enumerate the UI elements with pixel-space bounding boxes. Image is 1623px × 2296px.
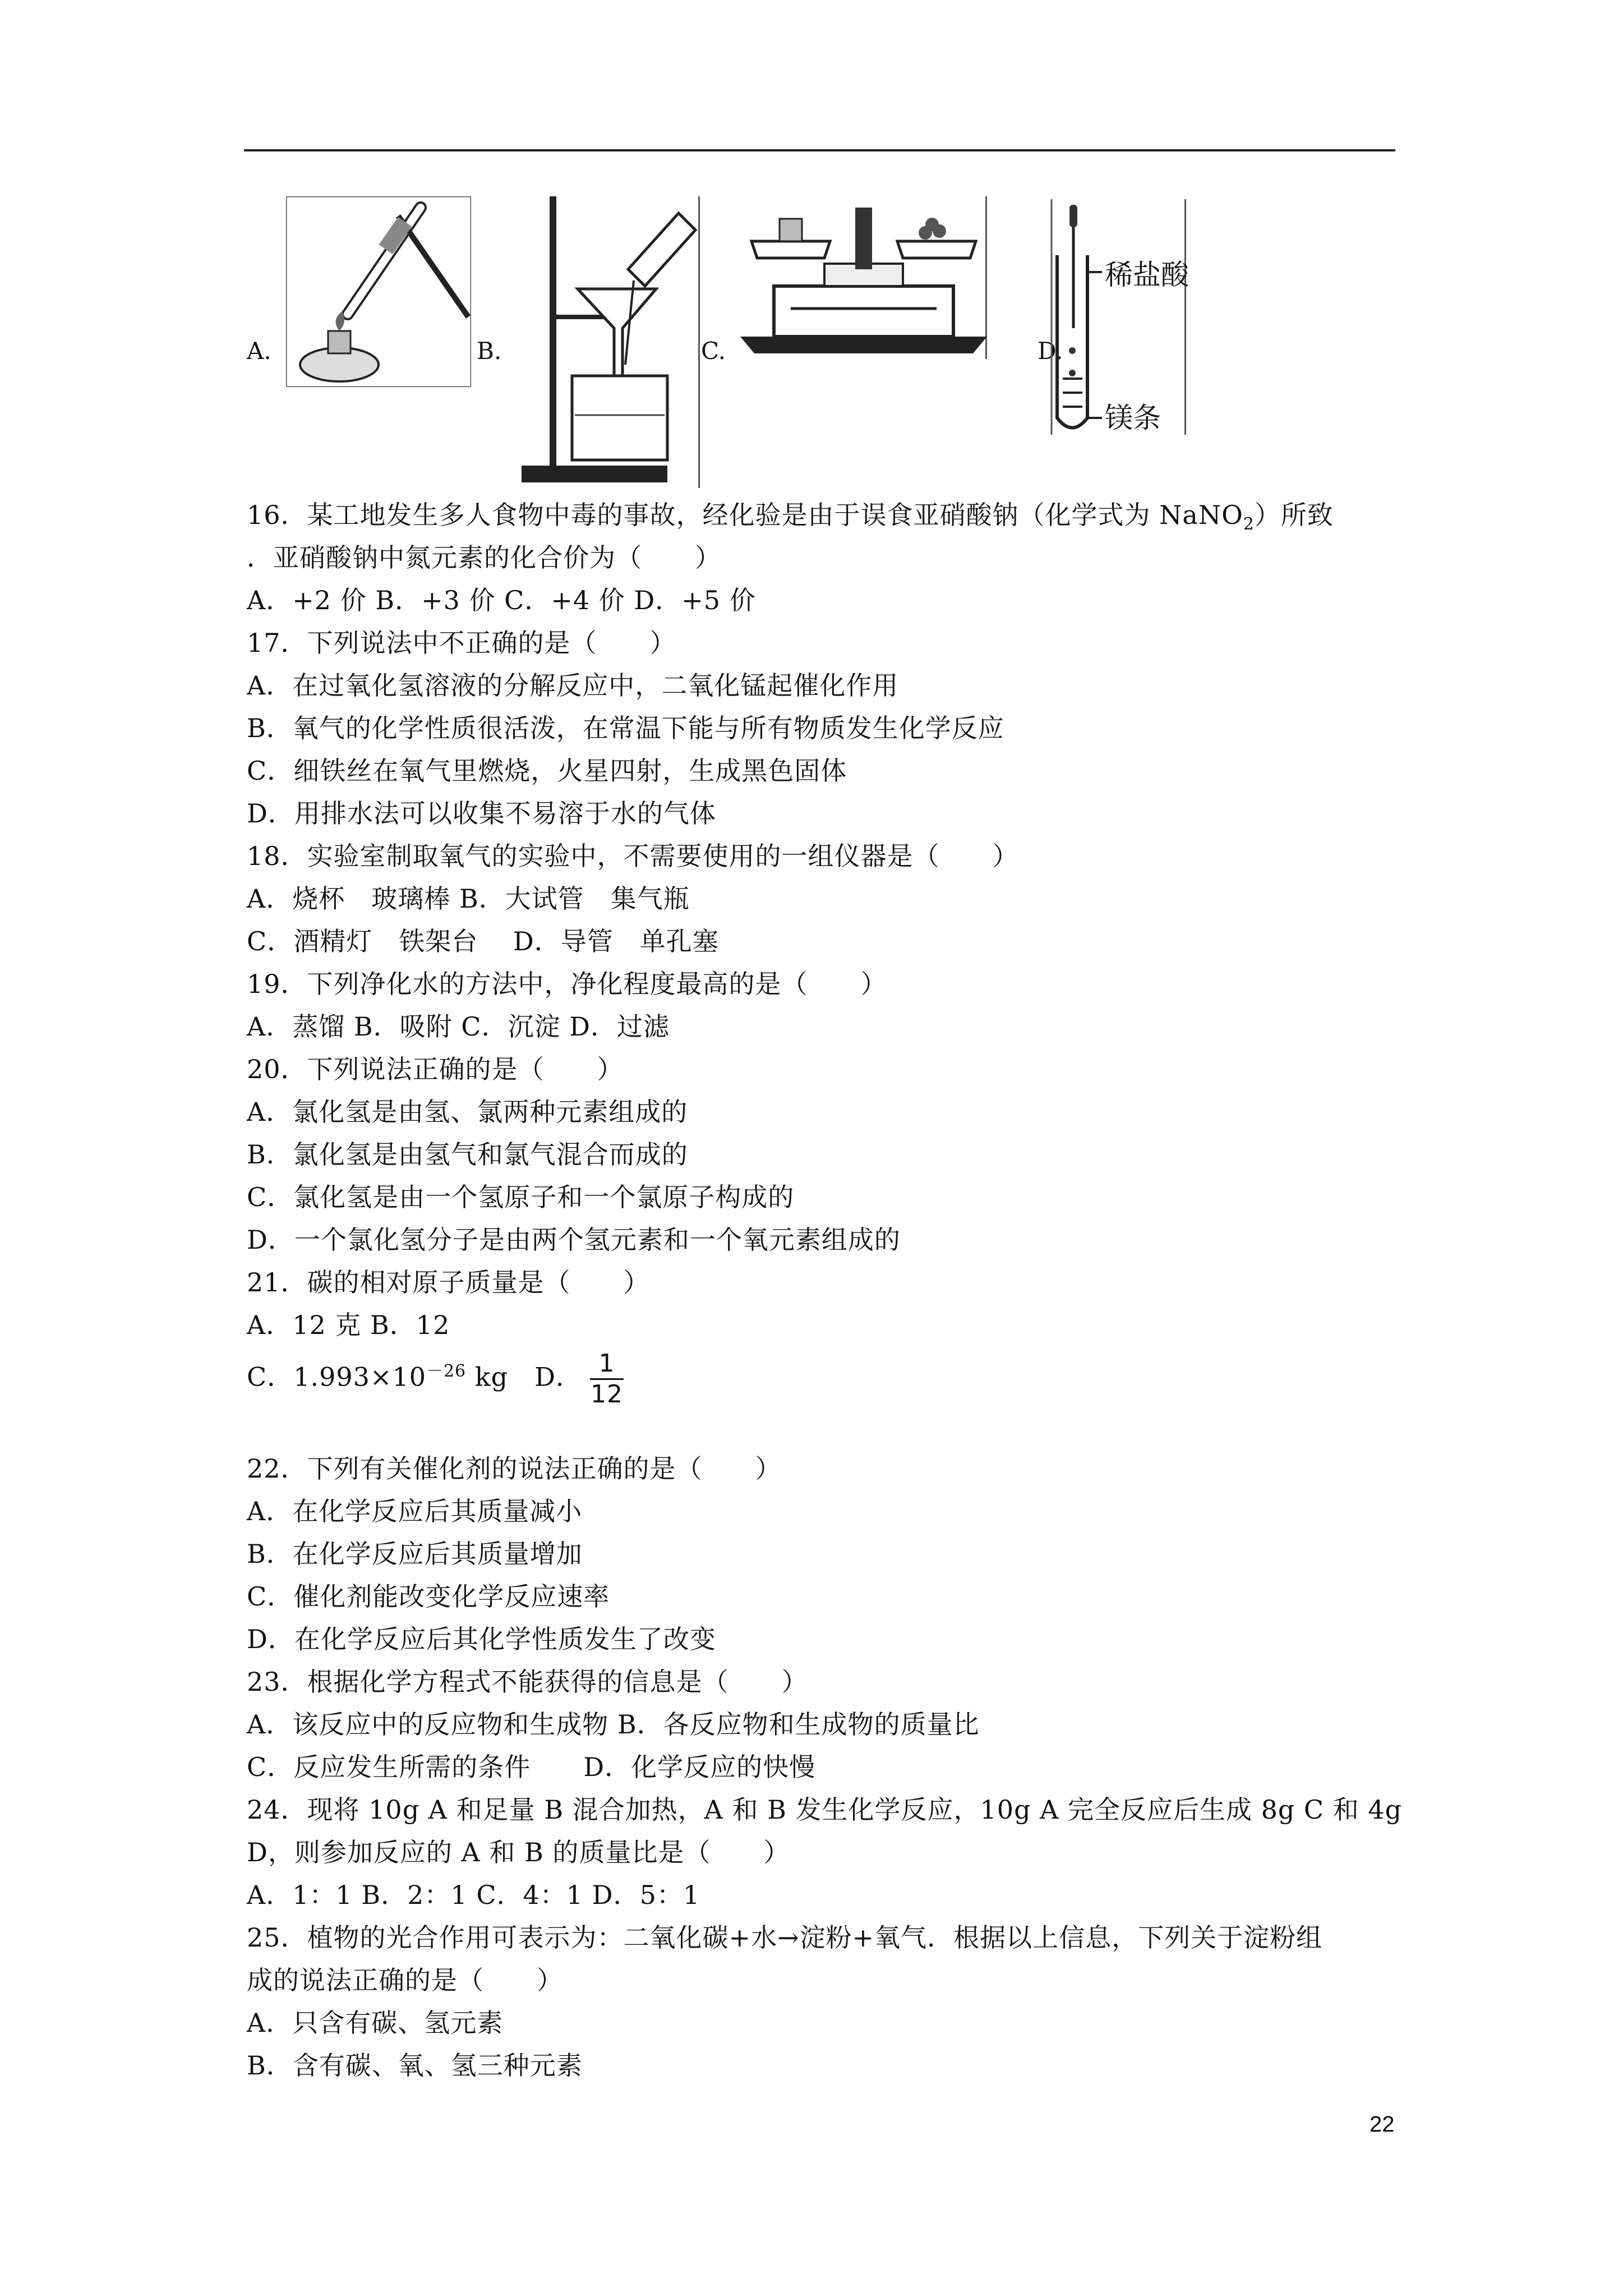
text-line: C．酒精灯 铁架台 D．导管 单孔塞 (247, 926, 719, 956)
option-c-label: C. (701, 337, 726, 365)
option-d-label: D. (1038, 337, 1063, 365)
text-line: 25．植物的光合作用可表示为：二氧化碳+水→淀粉+氧气．根据以上信息，下列关于淀粉组 (247, 1922, 1323, 1953)
text-line: A．氯化氢是由氢、氯两种元素组成的 (247, 1097, 688, 1127)
text-line: B．氧气的化学性质很活泼，在常温下能与所有物质发生化学反应 (247, 713, 1004, 743)
q21-option-c-d (247, 1349, 624, 1409)
q21-c-exponent: －26 (426, 1361, 467, 1382)
text-line: A．+2 价 B．+3 价 C．+4 价 D．+5 价 (247, 585, 756, 615)
text-line: ．亚硝酸钠中氮元素的化合价为（ ） (247, 542, 721, 573)
text-line: 21．碳的相对原子质量是（ ） (247, 1267, 650, 1297)
text-line: 18．实验室制取氧气的实验中，不需要使用的一组仪器是（ ） (247, 841, 1019, 871)
fraction-denominator: 12 (590, 1380, 623, 1409)
text-line: C．反应发生所需的条件 D．化学反应的快慢 (247, 1752, 816, 1782)
text-line: C．细铁丝在氧气里燃烧，火星四射，生成黑色固体 (247, 756, 847, 786)
label-dilute-hydrochloric-acid: 稀盐酸 (1105, 259, 1189, 291)
q21-c-unit: kg D． (466, 1361, 582, 1392)
text-line: A．该反应中的反应物和生成物 B．各反应物和生成物的质量比 (247, 1709, 980, 1740)
fraction-numerator: 1 (598, 1349, 615, 1378)
text-line: A．1：1 B．2：1 C．4：1 D．5：1 (247, 1880, 700, 1910)
text-line: D．用排水法可以收集不易溶于水的气体 (247, 798, 716, 829)
text-line: C．催化剂能改变化学反应速率 (247, 1581, 610, 1612)
text-line: A．在过氧化氢溶液的分解反应中，二氧化锰起催化作用 (247, 670, 899, 701)
text-line: 成的说法正确的是（ ） (247, 1965, 563, 1995)
text-line: B．含有碳、氧、氢三种元素 (247, 2050, 583, 2081)
text-line: A．在化学反应后其质量减小 (247, 1496, 583, 1526)
text-line: D，则参加反应的 A 和 B 的质量比是（ ） (247, 1837, 790, 1867)
text-line: 17．下列说法中不正确的是（ ） (247, 628, 676, 658)
text-line: A．烧杯 玻璃棒 B．大试管 集气瓶 (247, 884, 690, 914)
text-line: D．一个氯化氢分子是由两个氢元素和一个氧元素组成的 (247, 1225, 901, 1255)
header-rule (244, 149, 1395, 151)
q16-tail: ）所致 (1254, 500, 1334, 530)
figure-a-heating-test-tube (286, 196, 471, 387)
q16-line1 (247, 502, 1334, 533)
figure-c-balance (740, 196, 987, 359)
text-line: 24．现将 10g A 和足量 B 混合加热，A 和 B 发生化学反应，10g A 完全反应后生成 8g C 和 4g (247, 1795, 1403, 1825)
option-b-label: B. (477, 337, 502, 365)
text-line: C．氯化氢是由一个氢原子和一个氯原子构成的 (247, 1182, 795, 1212)
text-line: B．在化学反应后其质量增加 (247, 1539, 583, 1569)
option-a-label: A. (247, 337, 271, 365)
page-number: 22 (1370, 2112, 1395, 2137)
text-line: 20．下列说法正确的是（ ） (247, 1054, 624, 1084)
text-line: 22．下列有关催化剂的说法正确的是（ ） (247, 1453, 782, 1484)
text-line: B．氯化氢是由氢气和氯气混合而成的 (247, 1139, 688, 1170)
text-line: 19．下列净化水的方法中，净化程度最高的是（ ） (247, 969, 887, 999)
text-line: D．在化学反应后其化学性质发生了改变 (247, 1624, 716, 1654)
label-magnesium-ribbon: 镁条 (1105, 402, 1161, 434)
text-line: A．只含有碳、氢元素 (247, 2008, 504, 2038)
q16-subscript: 2 (1243, 514, 1255, 535)
text-line: 23．根据化学方程式不能获得的信息是（ ） (247, 1667, 808, 1697)
text-line: A．蒸馏 B．吸附 C．沉淀 D．过滤 (247, 1011, 670, 1042)
figure-b-filtration (505, 196, 701, 488)
fraction-one-twelfth (590, 1349, 624, 1409)
q21-c-mantissa: C．1.993×10 (247, 1361, 426, 1392)
figure-d-test-tube (1040, 199, 1186, 435)
q16-text: 16．某工地发生多人食物中毒的事故，经化验是由于误食亚硝酸钠（化学式为 NaNO (247, 500, 1243, 530)
text-line: A．12 克 B．12 (247, 1310, 450, 1340)
